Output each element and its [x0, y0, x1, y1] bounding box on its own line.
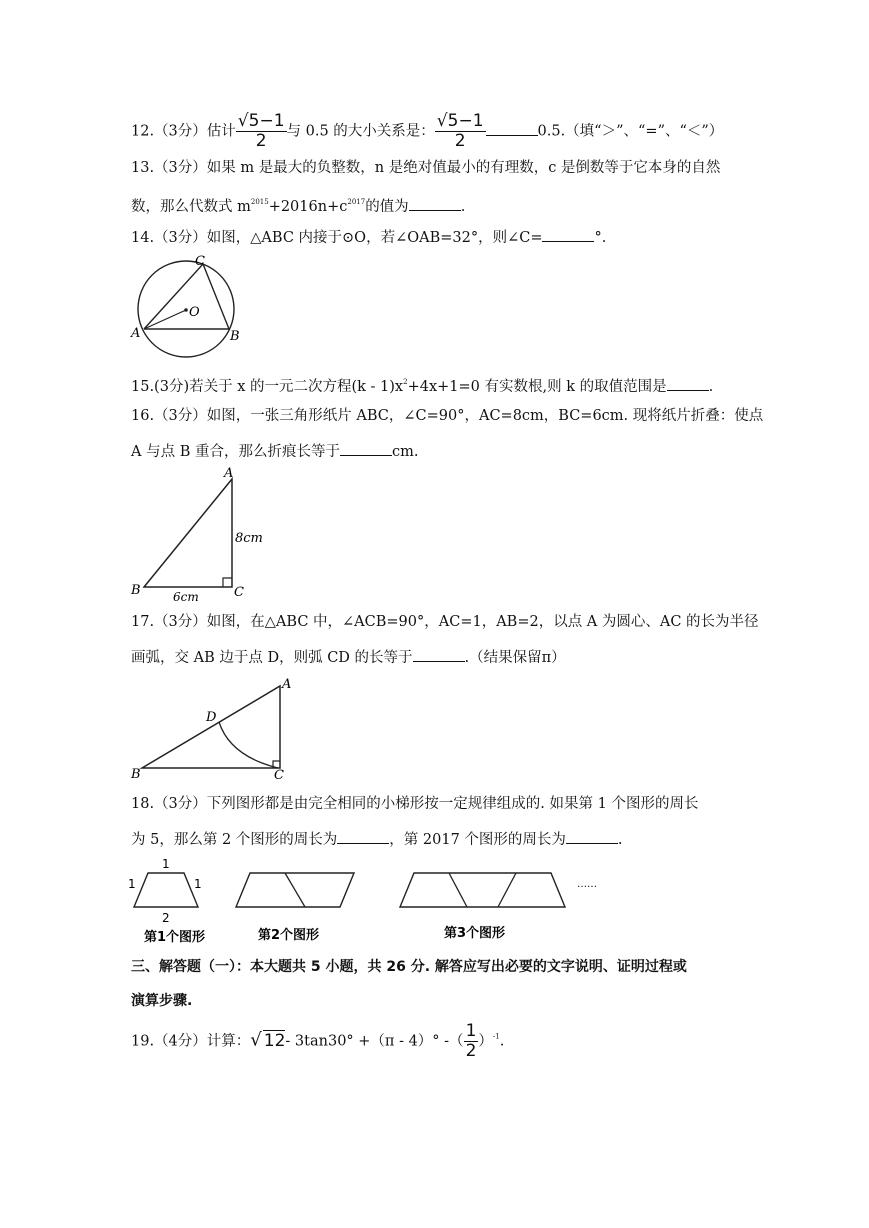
right-angle-mark: [223, 578, 232, 587]
label-b-16: B: [131, 583, 141, 598]
question-15: 15.(3分)若关于 x 的一元二次方程$(k - 1)x^2+4x+1=0$ 有实数根,则 k 的取值范围是 .: [131, 378, 714, 395]
sqrt-sign: √: [250, 1029, 262, 1051]
question-18-line-2: 为 5，那么第 2 个图形的周长为 ，第 2017 个图形的周长为 .: [131, 829, 623, 850]
question-12: [131, 112, 723, 151]
q12-mid: 与 0.5 的大小关系是：: [286, 123, 435, 140]
q18-answer-blank-2[interactable]: [566, 829, 618, 844]
q12-tail: 0.5.（填“＞”、“=”、“＜”）: [537, 123, 724, 140]
label-c: C: [195, 254, 205, 269]
question-13-line-1: 13.（3分）如果 m 是最大的负整数，n 是绝对值最小的有理数，c 是倒数等于它本身的自然: [131, 160, 721, 176]
question-13-line-2: 数，那么代数式 $m^{2015}+2016n+c^{2017}$的值为 .: [131, 198, 466, 215]
triangle-abc: [144, 264, 229, 329]
figure-17-triangle-arc: [128, 672, 298, 784]
question-19: 19.（4分）计算：√ 12- 3tan30° +（π - 4）° -（ $\frac{1}{2}$ ）$^{-1}$.: [131, 1021, 505, 1061]
q19-fraction: $\frac{1}{2}$: [465, 1021, 477, 1061]
q13-answer-blank[interactable]: [409, 196, 461, 211]
label-d-17: D: [206, 710, 217, 725]
question-16-line-2: A 与点 B 重合，那么折痕长等于 cm.: [131, 441, 418, 462]
figure-18-trapezoid-patterns: [128, 855, 628, 947]
ellipsis-dots: ……: [577, 879, 597, 890]
arc-cd: [219, 722, 278, 768]
divider-2: [285, 873, 305, 907]
q15-answer-blank[interactable]: [667, 376, 709, 391]
section-3-heading-line-2: 演算步骤.: [131, 993, 193, 1009]
label-b-17: B: [131, 767, 141, 782]
caption-figure-2: 第2个图形: [258, 928, 320, 943]
label-c-16: C: [234, 585, 244, 600]
label-left-1: 1: [128, 877, 136, 891]
label-top-1: 1: [162, 857, 170, 871]
q12-fraction-2: $\frac{√5-1}{2}$: [436, 111, 484, 151]
trapezoid-1: [134, 873, 198, 907]
label-a: A: [131, 326, 141, 341]
q12-answer-blank[interactable]: [486, 121, 538, 136]
label-a-16: A: [224, 466, 234, 481]
label-b: B: [230, 329, 240, 344]
question-17-line-2: 画弧，交 AB 边于点 D，则弧 CD 的长等于 .（结果保留π）: [131, 647, 566, 668]
q17-answer-blank[interactable]: [413, 647, 465, 662]
label-right-1: 1: [194, 877, 202, 891]
question-18-line-1: 18.（3分）下列图形都是由完全相同的小梯形按一定规律组成的. 如果第 1 个图形的周长: [131, 796, 699, 812]
question-16-line-1: 16.（3分）如图，一张三角形纸片 ABC，∠C=90°，AC=8cm，BC=6cm. 现将纸片折叠：使点: [131, 408, 764, 424]
label-bottom-2: 2: [162, 911, 170, 925]
label-a-17: A: [282, 677, 292, 692]
q18-answer-blank-1[interactable]: [337, 829, 389, 844]
section-3-heading-line-1: 三、解答题（一）：本大题共 5 小题，共 26 分. 解答应写出必要的文字说明、证明过程或: [131, 959, 687, 975]
divider-3b: [498, 873, 516, 907]
label-c-17: C: [274, 768, 284, 783]
figure-14-circle-triangle: [128, 250, 248, 370]
caption-figure-3: 第3个图形: [444, 926, 506, 941]
trapezoid-triple-3: [400, 873, 565, 907]
triangle-abc-17: [142, 686, 280, 768]
center-point: [184, 308, 188, 312]
figure-16-right-triangle: [128, 465, 278, 605]
label-ac-length: 8cm: [235, 531, 263, 546]
divider-3a: [449, 873, 467, 907]
label-bc-length: 6cm: [173, 590, 199, 604]
q16-answer-blank[interactable]: [340, 441, 392, 456]
triangle-abc-16: [144, 479, 232, 587]
q19-radicand: 12: [263, 1030, 286, 1051]
caption-figure-1: 第1个图形: [144, 930, 206, 945]
q12-prefix: 12.（3分）估计: [131, 123, 236, 140]
segment-oa: [144, 310, 186, 329]
q12-fraction: $\frac{√5-1}{2}$: [237, 111, 285, 151]
label-o: O: [189, 305, 200, 320]
question-14: 14.（3分）如图，△ABC 内接于⊙O，若∠OAB=32°，则∠C= °.: [131, 227, 606, 248]
q14-answer-blank[interactable]: [542, 227, 594, 242]
question-17-line-1: 17.（3分）如图，在△ABC 中，∠ACB=90°，AC=1，AB=2，以点 A 为圆心、AC 的长为半径: [131, 614, 759, 630]
